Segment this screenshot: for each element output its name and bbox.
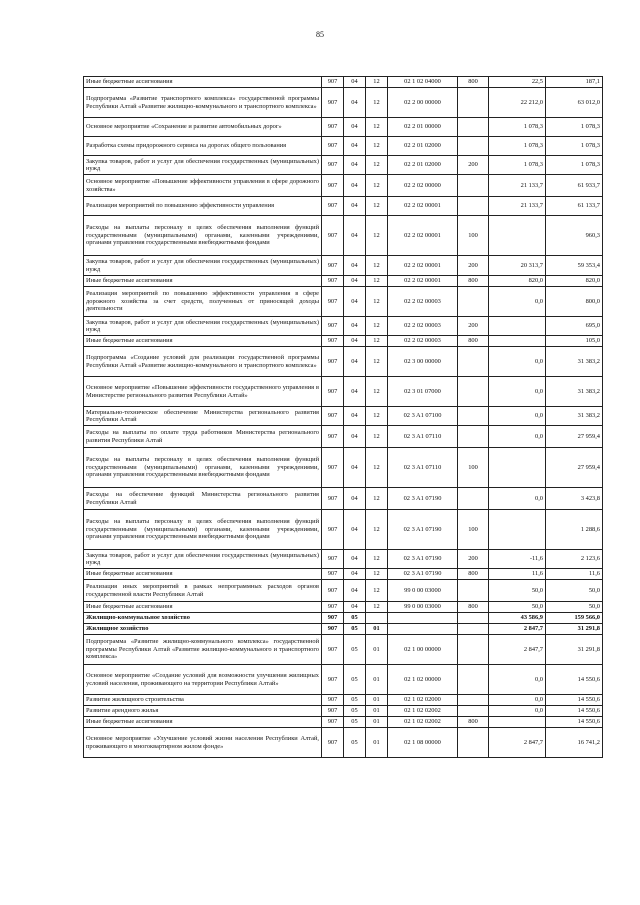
ministry-code: 907: [322, 580, 344, 602]
amount-change: 1 078,3: [489, 156, 546, 175]
target-article-code: 02 3 A1 07190: [388, 510, 458, 550]
section-code: 04: [344, 510, 366, 550]
row-name: Расходы на обеспечение функций Министерства регионального развития Республики Алтай: [84, 488, 322, 510]
expense-type-code: [458, 118, 489, 137]
row-name: Развитие жилищного строительства: [84, 695, 322, 706]
row-name: Материально-техническое обеспечение Министерства регионального развития Республики Алтай: [84, 407, 322, 426]
ministry-code: 907: [322, 287, 344, 317]
table-row: [84, 88, 603, 118]
row-name: Разработка схемы придорожного сервиса на дорогах общего пользования: [84, 137, 322, 156]
amount-change: 21 133,7: [489, 197, 546, 216]
target-article-code: 02 2 01 02000: [388, 137, 458, 156]
section-code: 04: [344, 137, 366, 156]
subsection-code: 12: [366, 256, 388, 276]
target-article-code: 02 1 08 00000: [388, 728, 458, 758]
amount-change: 11,6: [489, 569, 546, 580]
section-code: 04: [344, 347, 366, 377]
ministry-code: 907: [322, 635, 344, 665]
table-row: [84, 613, 603, 624]
expense-type-code: 800: [458, 336, 489, 347]
subsection-code: 12: [366, 118, 388, 137]
row-name: Расходы на выплаты персоналу в целях обеспечения выполнения функций государственными (муниципальными) органами, казенными учреждениями, органами управления государственными внебюджетными фондами: [84, 510, 322, 550]
row-name: Иные бюджетные ассигнования: [84, 77, 322, 88]
target-article-code: 02 2 02 00000: [388, 175, 458, 197]
table-row: [84, 287, 603, 317]
subsection-code: 12: [366, 77, 388, 88]
subsection-code: 01: [366, 635, 388, 665]
row-name: Закупка товаров, работ и услуг для обеспечения государственных (муниципальных) нужд: [84, 317, 322, 336]
amount-change: 22,5: [489, 77, 546, 88]
table-row: [84, 602, 603, 613]
row-name: Жилищное хозяйство: [84, 624, 322, 635]
expense-type-code: [458, 377, 489, 407]
section-code: 04: [344, 488, 366, 510]
amount-change: 0,0: [489, 426, 546, 448]
ministry-code: 907: [322, 377, 344, 407]
row-name: Реализация мероприятий по повышению эффективности управления в сфере дорожного хозяйства за счет средств, полученных от приносящей доходы деятельности: [84, 287, 322, 317]
target-article-code: 02 1 02 04000: [388, 77, 458, 88]
target-article-code: 02 2 00 00000: [388, 88, 458, 118]
section-code: 04: [344, 550, 366, 569]
table-row: [84, 580, 603, 602]
expense-type-code: [458, 347, 489, 377]
amount-total: 1 288,6: [546, 510, 603, 550]
amount-change: 2 847,7: [489, 624, 546, 635]
target-article-code: 02 1 00 00000: [388, 635, 458, 665]
subsection-code: 12: [366, 175, 388, 197]
amount-change: 50,0: [489, 580, 546, 602]
amount-change: 820,0: [489, 276, 546, 287]
table-row: [84, 175, 603, 197]
expense-type-code: [458, 665, 489, 695]
amount-change: 20 313,7: [489, 256, 546, 276]
section-code: 04: [344, 175, 366, 197]
section-code: 04: [344, 602, 366, 613]
amount-total: 1 078,3: [546, 156, 603, 175]
subsection-code: 12: [366, 377, 388, 407]
amount-total: 59 353,4: [546, 256, 603, 276]
amount-change: 0,0: [489, 695, 546, 706]
table-row: [84, 317, 603, 336]
table-row: [84, 77, 603, 88]
expense-type-code: [458, 426, 489, 448]
ministry-code: 907: [322, 569, 344, 580]
section-code: 04: [344, 377, 366, 407]
target-article-code: 02 3 A1 07190: [388, 569, 458, 580]
section-code: 04: [344, 216, 366, 256]
target-article-code: 02 1 02 02002: [388, 706, 458, 717]
ministry-code: 907: [322, 695, 344, 706]
row-name: Закупка товаров, работ и услуг для обеспечения государственных (муниципальных) нужд: [84, 256, 322, 276]
table-row: [84, 276, 603, 287]
amount-change: [489, 448, 546, 488]
expense-type-code: 100: [458, 216, 489, 256]
ministry-code: 907: [322, 276, 344, 287]
subsection-code: 12: [366, 216, 388, 256]
amount-change: 1 078,3: [489, 137, 546, 156]
row-name: Закупка товаров, работ и услуг для обеспечения государственных (муниципальных) нужд: [84, 550, 322, 569]
expense-type-code: 200: [458, 550, 489, 569]
table-row: [84, 216, 603, 256]
section-code: 04: [344, 569, 366, 580]
subsection-code: 12: [366, 510, 388, 550]
table-row: [84, 569, 603, 580]
table-body: [84, 77, 603, 758]
amount-total: 50,0: [546, 602, 603, 613]
amount-total: 105,0: [546, 336, 603, 347]
row-name: Реализация мероприятий по повышению эффективности управления: [84, 197, 322, 216]
ministry-code: 907: [322, 256, 344, 276]
amount-change: 0,0: [489, 665, 546, 695]
amount-total: 31 383,2: [546, 377, 603, 407]
subsection-code: 12: [366, 602, 388, 613]
expense-type-code: 800: [458, 276, 489, 287]
row-name: Иные бюджетные ассигнования: [84, 276, 322, 287]
amount-total: 31 291,8: [546, 624, 603, 635]
amount-total: 695,0: [546, 317, 603, 336]
amount-total: 31 383,2: [546, 407, 603, 426]
ministry-code: 907: [322, 665, 344, 695]
subsection-code: 12: [366, 550, 388, 569]
amount-change: 0,0: [489, 488, 546, 510]
table-row: [84, 695, 603, 706]
table-row: [84, 717, 603, 728]
page-number: 85: [316, 30, 324, 39]
amount-total: 1 078,3: [546, 137, 603, 156]
row-name: Основное мероприятие «Улучшение условий жизни населения Республики Алтай, проживающего в многоквартирном жилом фонде»: [84, 728, 322, 758]
amount-total: 1 078,3: [546, 118, 603, 137]
section-code: 04: [344, 287, 366, 317]
amount-change: 0,0: [489, 287, 546, 317]
amount-total: 31 383,2: [546, 347, 603, 377]
expense-type-code: 800: [458, 569, 489, 580]
amount-total: 960,3: [546, 216, 603, 256]
subsection-code: 01: [366, 728, 388, 758]
section-code: 04: [344, 88, 366, 118]
target-article-code: 02 2 02 00003: [388, 287, 458, 317]
expense-type-code: [458, 580, 489, 602]
expense-type-code: [458, 624, 489, 635]
expense-type-code: [458, 635, 489, 665]
expense-type-code: 800: [458, 77, 489, 88]
row-name: Закупка товаров, работ и услуг для обеспечения государственных (муниципальных) нужд: [84, 156, 322, 175]
section-code: 04: [344, 448, 366, 488]
section-code: 04: [344, 276, 366, 287]
ministry-code: 907: [322, 156, 344, 175]
section-code: 05: [344, 695, 366, 706]
table-row: [84, 488, 603, 510]
amount-total: 31 291,8: [546, 635, 603, 665]
table-row: [84, 448, 603, 488]
expense-type-code: 100: [458, 510, 489, 550]
target-article-code: 02 3 00 00000: [388, 347, 458, 377]
table-row: [84, 118, 603, 137]
section-code: 04: [344, 407, 366, 426]
expense-type-code: [458, 197, 489, 216]
table-row: [84, 706, 603, 717]
amount-total: 14 550,6: [546, 665, 603, 695]
target-article-code: [388, 613, 458, 624]
amount-total: 27 959,4: [546, 426, 603, 448]
subsection-code: 01: [366, 706, 388, 717]
amount-change: 50,0: [489, 602, 546, 613]
row-name: Реализация иных мероприятий в рамках непрограммных расходов органов государственной власти Республики Алтай: [84, 580, 322, 602]
subsection-code: 12: [366, 276, 388, 287]
section-code: 04: [344, 77, 366, 88]
target-article-code: 02 2 02 00001: [388, 197, 458, 216]
section-code: 04: [344, 156, 366, 175]
row-name: Иные бюджетные ассигнования: [84, 717, 322, 728]
section-code: 04: [344, 197, 366, 216]
amount-change: [489, 510, 546, 550]
table-row: [84, 635, 603, 665]
ministry-code: 907: [322, 717, 344, 728]
subsection-code: 12: [366, 156, 388, 175]
amount-total: 61 133,7: [546, 197, 603, 216]
section-code: 05: [344, 624, 366, 635]
amount-change: [489, 317, 546, 336]
subsection-code: 01: [366, 695, 388, 706]
subsection-code: 12: [366, 580, 388, 602]
amount-change: 2 847,7: [489, 635, 546, 665]
amount-total: 63 012,0: [546, 88, 603, 118]
amount-total: 14 550,6: [546, 706, 603, 717]
ministry-code: 907: [322, 317, 344, 336]
table-row: [84, 728, 603, 758]
subsection-code: 12: [366, 88, 388, 118]
target-article-code: 02 1 02 02002: [388, 717, 458, 728]
ministry-code: 907: [322, 602, 344, 613]
expense-type-code: [458, 695, 489, 706]
row-name: Подпрограмма «Создание условий для реализации государственной программы Республики Алтай «Развитие жилищно-коммунального и транспортного комплекса»: [84, 347, 322, 377]
subsection-code: 12: [366, 448, 388, 488]
amount-change: 22 212,0: [489, 88, 546, 118]
row-name: Иные бюджетные ассигнования: [84, 336, 322, 347]
row-name: Расходы на выплаты персоналу в целях обеспечения выполнения функций государственными (муниципальными) органами, казенными учреждениями, органами управления государственными внебюджетными фондами: [84, 448, 322, 488]
target-article-code: 99 0 00 03000: [388, 580, 458, 602]
table-row: [84, 665, 603, 695]
row-name: Основное мероприятие «Сохранение и развитие автомобильных дорог»: [84, 118, 322, 137]
expense-type-code: [458, 728, 489, 758]
amount-change: [489, 216, 546, 256]
amount-change: 0,0: [489, 347, 546, 377]
expense-type-code: [458, 706, 489, 717]
row-name: Основное мероприятие «Повышение эффективности управления в сфере дорожного хозяйства»: [84, 175, 322, 197]
amount-change: 0,0: [489, 706, 546, 717]
expense-type-code: [458, 407, 489, 426]
ministry-code: 907: [322, 613, 344, 624]
ministry-code: 907: [322, 216, 344, 256]
amount-total: 800,0: [546, 287, 603, 317]
amount-total: 50,0: [546, 580, 603, 602]
amount-total: 61 933,7: [546, 175, 603, 197]
amount-change: 0,0: [489, 377, 546, 407]
ministry-code: 907: [322, 137, 344, 156]
row-name: Основное мероприятие «Повышение эффективности государственного управления в Министерстве регионального развития Республики Алтай»: [84, 377, 322, 407]
subsection-code: 12: [366, 137, 388, 156]
amount-change: [489, 336, 546, 347]
amount-total: 159 566,0: [546, 613, 603, 624]
target-article-code: 02 3 A1 07100: [388, 407, 458, 426]
target-article-code: 99 0 00 03000: [388, 602, 458, 613]
ministry-code: 907: [322, 624, 344, 635]
amount-total: 14 550,6: [546, 717, 603, 728]
ministry-code: 907: [322, 347, 344, 377]
amount-change: 21 133,7: [489, 175, 546, 197]
ministry-code: 907: [322, 175, 344, 197]
row-name: Иные бюджетные ассигнования: [84, 602, 322, 613]
target-article-code: 02 3 A1 07190: [388, 550, 458, 569]
subsection-code: 12: [366, 407, 388, 426]
subsection-code: 12: [366, 488, 388, 510]
table-row: [84, 256, 603, 276]
amount-change: 2 847,7: [489, 728, 546, 758]
ministry-code: 907: [322, 488, 344, 510]
subsection-code: [366, 613, 388, 624]
ministry-code: 907: [322, 88, 344, 118]
subsection-code: 12: [366, 287, 388, 317]
target-article-code: 02 2 01 00000: [388, 118, 458, 137]
target-article-code: 02 2 02 00003: [388, 317, 458, 336]
amount-change: -11,6: [489, 550, 546, 569]
target-article-code: 02 1 02 00000: [388, 665, 458, 695]
section-code: 05: [344, 613, 366, 624]
expense-type-code: [458, 287, 489, 317]
table-row: [84, 377, 603, 407]
subsection-code: 12: [366, 336, 388, 347]
table-row: [84, 426, 603, 448]
amount-total: 14 550,6: [546, 695, 603, 706]
row-name: Развитие арендного жилья: [84, 706, 322, 717]
subsection-code: 12: [366, 197, 388, 216]
ministry-code: 907: [322, 426, 344, 448]
table-row: [84, 336, 603, 347]
section-code: 04: [344, 426, 366, 448]
row-name: Подпрограмма «Развитие транспортного комплекса» государственной программы Республики Алтай «Развитие жилищно-коммунального и транспортного комплекса»: [84, 88, 322, 118]
ministry-code: 907: [322, 550, 344, 569]
section-code: 05: [344, 728, 366, 758]
section-code: 04: [344, 118, 366, 137]
ministry-code: 907: [322, 510, 344, 550]
subsection-code: 12: [366, 569, 388, 580]
section-code: 04: [344, 336, 366, 347]
target-article-code: 02 2 02 00001: [388, 276, 458, 287]
target-article-code: 02 2 02 00003: [388, 336, 458, 347]
section-code: 05: [344, 706, 366, 717]
amount-total: 187,1: [546, 77, 603, 88]
target-article-code: 02 3 A1 07190: [388, 488, 458, 510]
target-article-code: 02 2 01 02000: [388, 156, 458, 175]
target-article-code: 02 3 01 07000: [388, 377, 458, 407]
subsection-code: 01: [366, 624, 388, 635]
row-name: Иные бюджетные ассигнования: [84, 569, 322, 580]
subsection-code: 12: [366, 426, 388, 448]
expense-type-code: [458, 175, 489, 197]
table-row: [84, 137, 603, 156]
amount-change: 1 078,3: [489, 118, 546, 137]
amount-total: 16 741,2: [546, 728, 603, 758]
target-article-code: 02 2 02 00001: [388, 256, 458, 276]
amount-total: 2 123,6: [546, 550, 603, 569]
ministry-code: 907: [322, 336, 344, 347]
section-code: 04: [344, 317, 366, 336]
ministry-code: 907: [322, 118, 344, 137]
target-article-code: 02 2 02 00001: [388, 216, 458, 256]
subsection-code: 12: [366, 317, 388, 336]
row-name: Расходы на выплаты по оплате труда работников Министерства регионального развития Республики Алтай: [84, 426, 322, 448]
section-code: 05: [344, 635, 366, 665]
expense-type-code: 200: [458, 156, 489, 175]
ministry-code: 907: [322, 197, 344, 216]
expense-type-code: [458, 88, 489, 118]
section-code: 04: [344, 256, 366, 276]
ministry-code: 907: [322, 706, 344, 717]
expense-type-code: 200: [458, 256, 489, 276]
expense-type-code: [458, 488, 489, 510]
table-row: [84, 347, 603, 377]
section-code: 05: [344, 665, 366, 695]
ministry-code: 907: [322, 448, 344, 488]
expense-type-code: [458, 613, 489, 624]
amount-total: 11,6: [546, 569, 603, 580]
row-name: Подпрограмма «Развитие жилищно-коммунального комплекса» государственной программы Республики Алтай «Развитие жилищно-коммунального и транспортного комплекса»: [84, 635, 322, 665]
expense-type-code: [458, 137, 489, 156]
target-article-code: 02 3 A1 07110: [388, 448, 458, 488]
table-row: [84, 156, 603, 175]
expense-type-code: 100: [458, 448, 489, 488]
amount-change: 0,0: [489, 407, 546, 426]
target-article-code: [388, 624, 458, 635]
table-row: [84, 624, 603, 635]
expense-type-code: 800: [458, 602, 489, 613]
amount-change: [489, 717, 546, 728]
table-row: [84, 197, 603, 216]
expense-type-code: 200: [458, 317, 489, 336]
expense-type-code: 800: [458, 717, 489, 728]
target-article-code: 02 3 A1 07110: [388, 426, 458, 448]
ministry-code: 907: [322, 728, 344, 758]
table-row: [84, 510, 603, 550]
target-article-code: 02 1 02 02000: [388, 695, 458, 706]
subsection-code: 12: [366, 347, 388, 377]
row-name: Жилищно-коммунальное хозяйство: [84, 613, 322, 624]
amount-total: 3 423,8: [546, 488, 603, 510]
table-row: [84, 407, 603, 426]
section-code: 04: [344, 580, 366, 602]
amount-change: 43 586,9: [489, 613, 546, 624]
ministry-code: 907: [322, 77, 344, 88]
budget-table: [83, 76, 603, 758]
ministry-code: 907: [322, 407, 344, 426]
amount-total: 27 959,4: [546, 448, 603, 488]
row-name: Расходы на выплаты персоналу в целях обеспечения выполнения функций государственными (муниципальными) органами, казенными учреждениями, органами управления государственными внебюджетными фондами: [84, 216, 322, 256]
subsection-code: 01: [366, 665, 388, 695]
amount-total: 820,0: [546, 276, 603, 287]
section-code: 05: [344, 717, 366, 728]
table-row: [84, 550, 603, 569]
row-name: Основное мероприятие «Создание условий для возможности улучшения жилищных условий населения, проживающего на территории Республики Алтай»: [84, 665, 322, 695]
subsection-code: 01: [366, 717, 388, 728]
